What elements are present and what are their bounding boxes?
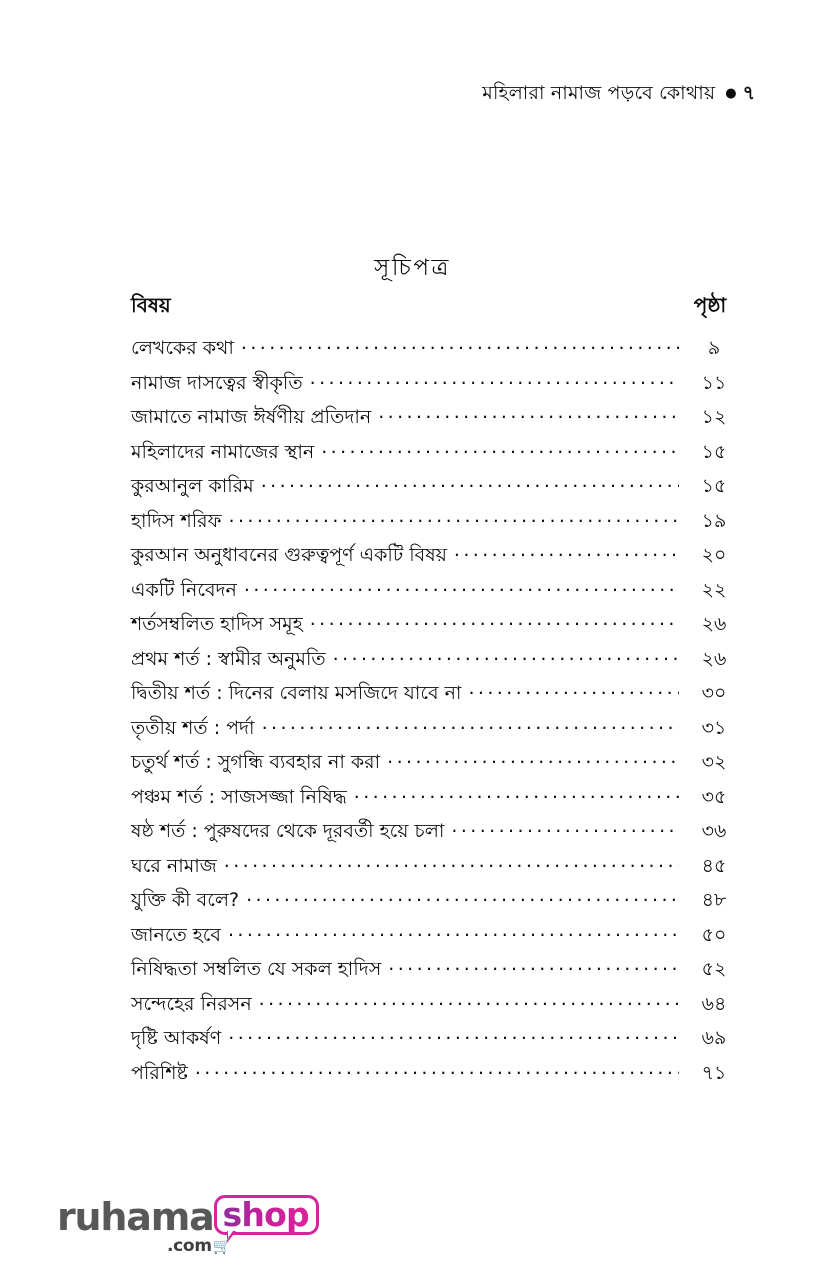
toc-entry-page-number: ২২: [701, 578, 727, 601]
toc-entry-page-number: ১২: [701, 406, 727, 428]
toc-entry-label: জামাতে নামাজ ঈর্ষণীয় প্রতিদান: [131, 406, 372, 428]
toc-entry-page-number: ১৫: [701, 475, 727, 497]
toc-dot-leader: [246, 886, 679, 906]
running-header: [70, 80, 755, 107]
toc-dot-leader: [468, 679, 679, 699]
toc-dot-leader: [333, 645, 679, 665]
toc-entry-page-number: ৪৫: [701, 854, 727, 877]
toc-dot-leader: [321, 438, 679, 458]
logo-wordmark: [57, 1195, 309, 1239]
toc-entry-row[interactable]: [131, 921, 745, 956]
toc-entry-label: যুক্তি কী বলে?: [131, 889, 240, 911]
shopping-cart-icon: 🛒: [212, 1236, 232, 1255]
toc-entry-label: সন্দেহের নিরসন: [131, 992, 252, 1015]
toc-dot-leader: [229, 507, 679, 527]
toc-entry-row[interactable]: [131, 1059, 745, 1094]
toc-entry-page-number: ৩১: [701, 716, 727, 739]
toc-dot-leader: [228, 1024, 679, 1044]
toc-entry-label: পঞ্চম শর্ত : সাজসজ্জা নিষিদ্ধ: [131, 785, 347, 808]
toc-dot-leader: [310, 610, 679, 630]
toc-column-header-subject: বিষয়: [131, 293, 171, 317]
toc-entry-page-number: ৫২: [701, 958, 727, 980]
toc-entry-label: তৃতীয় শর্ত : পর্দা: [131, 716, 255, 739]
toc-column-header-page: পৃষ্ঠা: [693, 293, 727, 317]
toc-entry-row[interactable]: [131, 783, 745, 818]
toc-dot-leader: [195, 1059, 679, 1079]
toc-dot-leader: [378, 403, 679, 423]
toc-dot-leader: [387, 748, 679, 768]
toc-entry-row[interactable]: [131, 472, 745, 507]
toc-dot-leader: [354, 783, 679, 803]
toc-entry-row[interactable]: [131, 507, 745, 542]
toc-entry-page-number: ১৯: [701, 509, 727, 532]
running-header-bullet-icon: ●: [725, 86, 737, 101]
toc-entry-label: লেখকের কথা: [131, 337, 234, 359]
toc-entry-row[interactable]: [131, 990, 745, 1025]
toc-entry-label: নামাজ দাসত্বের স্বীকৃতি: [131, 371, 303, 394]
toc-entry-label: পরিশিষ্ট: [131, 1061, 188, 1084]
toc-entry-page-number: ২০: [701, 544, 727, 566]
running-header-page-number: ৭: [742, 82, 755, 104]
toc-dot-leader: [244, 576, 679, 596]
toc-entry-row[interactable]: [131, 886, 745, 921]
toc-dot-leader: [261, 472, 679, 492]
toc-entry-row[interactable]: [131, 541, 745, 576]
ruhamashop-logo[interactable]: [57, 1195, 309, 1257]
toc-entry-row[interactable]: [131, 955, 745, 990]
toc-entry-page-number: ৩৬: [701, 820, 727, 842]
toc-dot-leader: [310, 369, 679, 389]
toc-entry-label: প্রথম শর্ত : স্বামীর অনুমতি: [131, 647, 326, 670]
toc-entry-page-number: ২৬: [701, 647, 727, 670]
toc-entry-row[interactable]: [131, 852, 745, 887]
page-title: সূচিপত্র: [374, 255, 451, 281]
toc-entry-label: ঘরে নামাজ: [131, 854, 217, 877]
toc-dot-leader: [224, 852, 679, 872]
table-of-contents-list: [131, 334, 745, 1093]
toc-dot-leader: [262, 714, 679, 734]
toc-entry-label: কুরআন অনুধাবনের গুরুত্বপূর্ণ একটি বিষয়: [131, 544, 447, 566]
toc-entry-page-number: ৬৯: [701, 1027, 727, 1049]
toc-entry-row[interactable]: [131, 438, 745, 473]
toc-entry-label: ষষ্ঠ শর্ত : পুরুষদের থেকে দূরবর্তী হয়ে চলা: [131, 820, 445, 842]
toc-entry-page-number: ৪৮: [701, 889, 727, 911]
toc-entry-page-number: ৩০: [701, 682, 727, 704]
toc-entry-row[interactable]: [131, 576, 745, 611]
toc-dot-leader: [451, 817, 679, 837]
toc-entry-label: জানতে হবে: [131, 923, 221, 946]
toc-entry-page-number: ১৫: [701, 440, 727, 463]
logo-domain: [167, 1236, 231, 1256]
logo-text-ruhama: ruhama: [57, 1195, 214, 1239]
toc-column-headers: [131, 291, 745, 321]
toc-entry-row[interactable]: [131, 369, 745, 404]
running-header-title: মহিলারা নামাজ পড়বে কোথায়: [482, 82, 716, 104]
toc-entry-row[interactable]: [131, 610, 745, 645]
toc-dot-leader: [241, 334, 679, 354]
toc-dot-leader: [228, 921, 679, 941]
toc-entry-row[interactable]: [131, 403, 745, 438]
toc-entry-row[interactable]: [131, 817, 745, 852]
toc-entry-page-number: ২৬: [701, 613, 727, 635]
toc-entry-label: কুরআনুল কারিম: [131, 475, 254, 497]
toc-entry-label: দ্বিতীয় শর্ত : দিনের বেলায় মসজিদে যাবে না: [131, 682, 462, 704]
toc-entry-label: দৃষ্টি আকর্ষণ: [131, 1027, 222, 1049]
toc-entry-row[interactable]: [131, 679, 745, 714]
toc-entry-row[interactable]: [131, 748, 745, 783]
toc-dot-leader: [259, 990, 679, 1010]
toc-entry-page-number: ১১: [701, 371, 727, 394]
logo-text-dotcom: .com: [167, 1236, 212, 1256]
toc-entry-label: চতুর্থ শর্ত : সুগন্ধি ব্যবহার না করা: [131, 751, 381, 773]
toc-entry-label: শর্তসম্বলিত হাদিস সমূহ: [131, 613, 303, 635]
toc-entry-page-number: ৭১: [701, 1061, 727, 1084]
toc-entry-label: একটি নিবেদন: [131, 578, 237, 601]
toc-dot-leader: [388, 955, 679, 975]
toc-entry-page-number: ৯: [707, 337, 721, 359]
toc-entry-row[interactable]: [131, 334, 745, 369]
logo-text-shop: shop: [222, 1195, 309, 1234]
toc-entry-page-number: ৫০: [701, 923, 727, 946]
toc-entry-label: হাদিস শরিফ: [131, 509, 222, 532]
toc-entry-row[interactable]: [131, 1024, 745, 1059]
toc-entry-row[interactable]: [131, 645, 745, 680]
toc-entry-page-number: ৩৫: [701, 785, 727, 808]
toc-entry-row[interactable]: [131, 714, 745, 749]
logo-speech-bubble-icon: [214, 1195, 319, 1235]
toc-entry-label: মহিলাদের নামাজের স্থান: [131, 440, 315, 463]
toc-entry-page-number: ৩২: [701, 751, 727, 773]
toc-entry-page-number: ৬৪: [701, 992, 727, 1015]
toc-dot-leader: [454, 541, 679, 561]
toc-entry-label: নিষিদ্ধতা সম্বলিত যে সকল হাদিস: [131, 958, 382, 980]
